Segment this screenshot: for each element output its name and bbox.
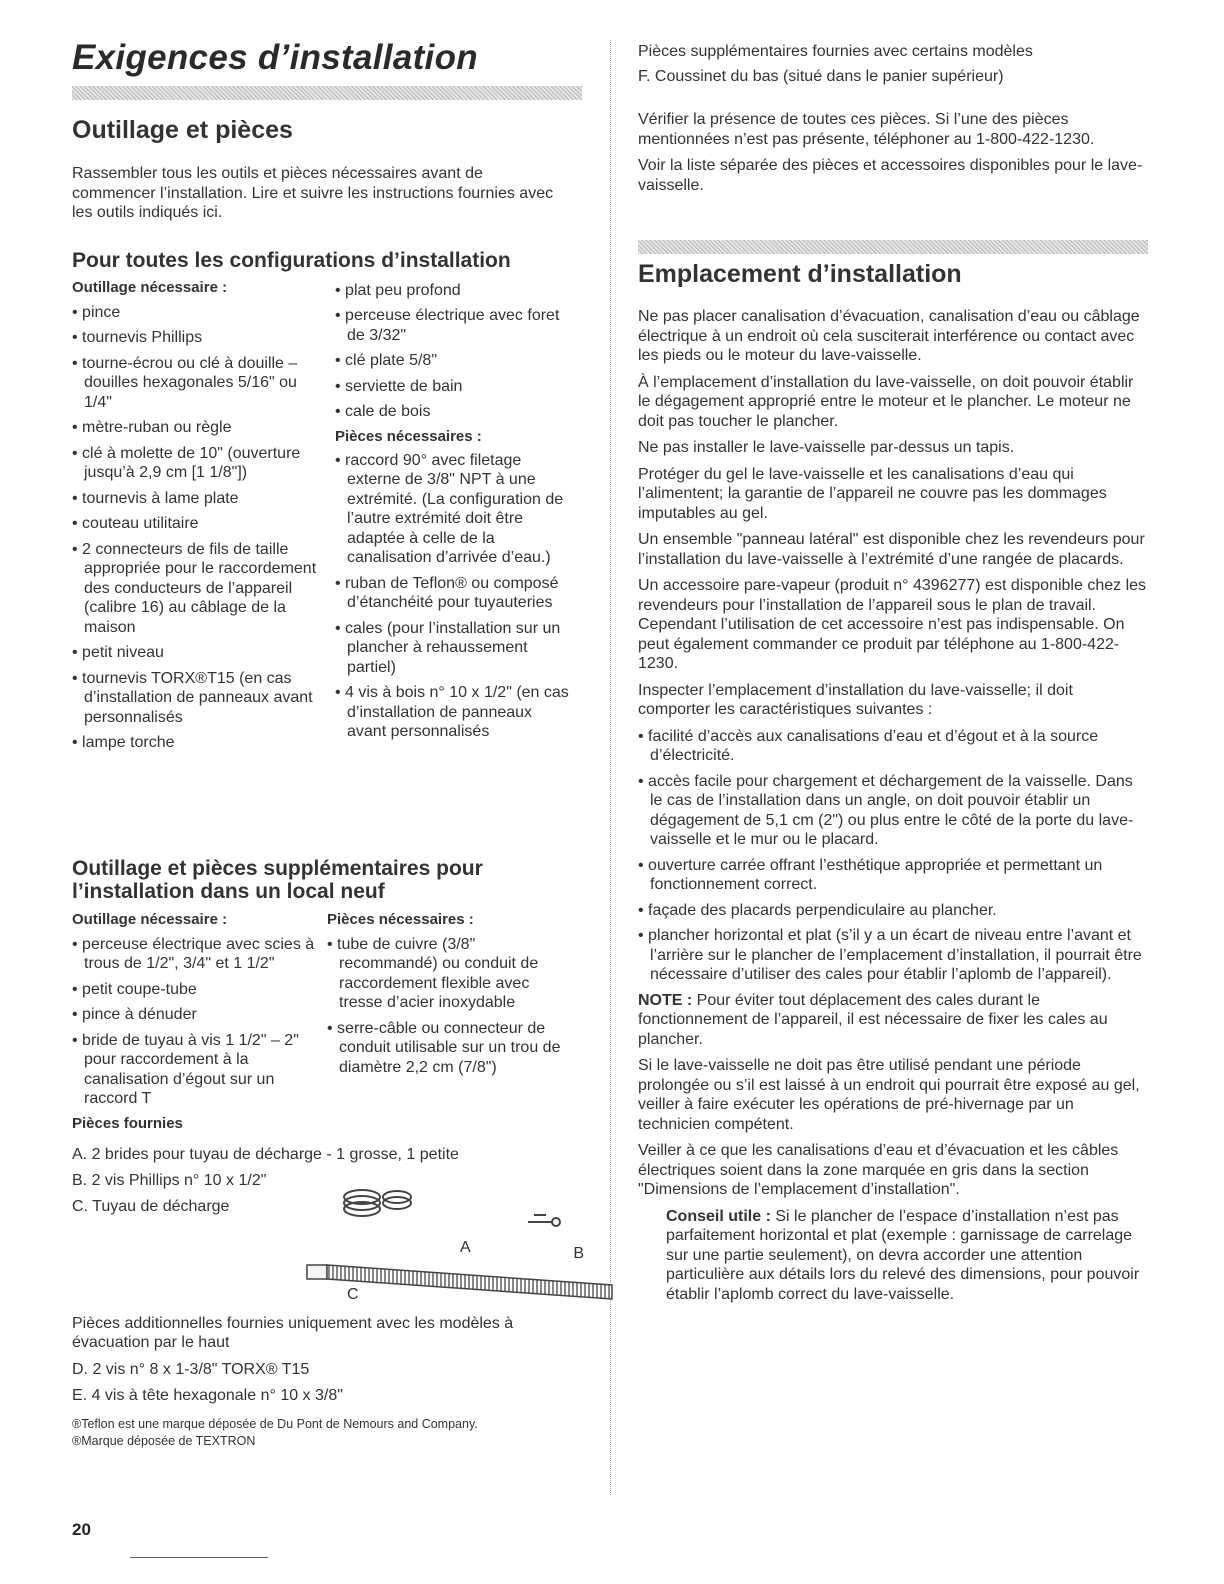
footnote-teflon: ®Teflon est une marque déposée de Du Pont de Nemours and Company. <box>72 1416 478 1431</box>
list-item: • tournevis à lame plate <box>72 489 317 509</box>
list-item: • clé plate 5/8" <box>335 351 575 371</box>
list-item: • petit coupe-tube <box>72 980 317 1000</box>
subsection-title-new-install: Outillage et pièces supplémentaires pour l’installation dans un local neuf <box>72 856 483 903</box>
list-item: • clé à molette de 10" (ouverture jusqu’à 2,9 cm [1 1/8"]) <box>72 444 317 483</box>
parts-label: Pièces nécessaires : <box>335 427 482 445</box>
new-tools-label: Outillage nécessaire : <box>72 910 228 928</box>
supplied-parts-illustration <box>212 1177 582 1302</box>
all-config-lists <box>72 279 592 839</box>
list-item: • bride de tuyau à vis 1 1/2" – 2" pour raccordement à la canalisation d’égout sur un raccord T <box>72 1031 317 1109</box>
list-item: • façade des placards perpendiculaire au plancher. <box>638 901 1148 921</box>
list-item: • 2 connecteurs de fils de taille appropriée pour le raccordement des conducteurs de l’appareil (calibre 16) au câblage de la maison <box>72 540 317 638</box>
list-item: • tube de cuivre (3/8" recommandé) ou conduit de raccordement flexible avec tresse d’acier inoxydable <box>327 935 572 1013</box>
location-paragraph: Ne pas installer le lave-vaisselle par-dessus un tapis. <box>638 439 1015 456</box>
section-title-outillage: Outillage et pièces <box>72 116 293 144</box>
list-item: • tourne-écrou ou clé à douille – douilles hexagonales 5/16" ou 1/4" <box>72 354 317 413</box>
tools-column <box>72 279 317 759</box>
left-column <box>72 38 592 1450</box>
list-item: • perceuse électrique avec scies à trous de 1/2", 3/4" et 1 1/2" <box>72 935 317 974</box>
tip-label: Conseil utile : <box>666 1207 771 1225</box>
screws-figure <box>528 1215 560 1226</box>
list-item: • cales (pour l’installation sur un plancher à rehaussement partiel) <box>335 619 575 678</box>
list-item: • pince <box>72 303 317 323</box>
list-item: • pince à dénuder <box>72 1005 317 1025</box>
list-item: • accès facile pour chargement et déchargement de la vaisselle. Dans le cas de l’installation dans un angle, on doit pouvoir établir un dégagement de 5,1 cm (2") ou plus entre le côté de la porte du lave-vaisselle et le mur ou le placard. <box>638 772 1148 850</box>
new-parts-list <box>327 935 572 1078</box>
footnote-textron: ®Marque déposée de TEXTRON <box>72 1433 256 1448</box>
list-item: • plat peu profond <box>335 281 575 301</box>
supplied-section <box>72 1139 592 1304</box>
list-item: • perceuse électrique avec foret de 3/32" <box>335 306 575 345</box>
list-item: • ouverture carrée offrant l’esthétique appropriée et permettant un fonctionnement correct. <box>638 856 1148 895</box>
note-text: Pour éviter tout déplacement des cales durant le fonctionnement de l’appareil, il est nécessaire de fixer les cales au plancher. <box>638 991 1108 1048</box>
list-item: • tournevis Phillips <box>72 328 317 348</box>
hose-clamps-figure <box>344 1190 411 1216</box>
new-tools-column <box>72 911 317 1132</box>
column-divider <box>610 40 611 1495</box>
list-item: • plancher horizontal et plat (s’il y a un écart de niveau entre l’avant et l’arrière sur le plancher de l’emplacement d’installation, il pourrait être nécessaire d’utiliser des cales pour établir l’aplomb de l’appareil). <box>638 926 1148 985</box>
separate-list-text: Voir la liste séparée des pièces et accessoires disponibles pour le lave-vaisselle. <box>638 157 1143 194</box>
section-title-emplacement: Emplacement d’installation <box>638 260 962 288</box>
list-item: • serre-câble ou connecteur de conduit utilisable sur un trou de diamètre 2,2 cm (7/8") <box>327 1019 572 1078</box>
list-item: • couteau utilitaire <box>72 514 317 534</box>
list-item: • mètre-ruban ou règle <box>72 418 317 438</box>
list-item: • facilité d’accès aux canalisations d’eau et d’égout et à la source d’électricité. <box>638 727 1148 766</box>
new-parts-column <box>327 911 572 1084</box>
list-item: • cale de bois <box>335 402 575 422</box>
tools-list <box>72 303 317 753</box>
new-tools-list <box>72 935 317 1109</box>
bottom-rule <box>130 1557 268 1558</box>
tip-text: Si le plancher de l’espace d’installation n’est pas parfaitement horizontal et plat (exemple : garnissage de carrelage sur une partie seulement), on devra accorder une attention particulière aux détails lors du relevé des dimensions, pour pouvoir établir l’aplomb correct du lave-vaisselle. <box>666 1207 1140 1303</box>
tools-label: Outillage nécessaire : <box>72 278 228 296</box>
supplied-item-c: C. Tuyau de décharge <box>72 1197 230 1215</box>
list-item: • serviette de bain <box>335 377 575 397</box>
supplied-label: Pièces fournies <box>72 1114 183 1132</box>
tip-paragraph <box>638 1207 1148 1305</box>
location-paragraph: Un ensemble "panneau latéral" est disponible chez les revendeurs pour l’installation du lave-vaisselle à l’extrémité d’une rangée de placards. <box>638 531 1145 568</box>
new-parts-label: Pièces nécessaires : <box>327 910 474 928</box>
location-paragraph: À l’emplacement d’installation du lave-vaisselle, on doit pouvoir établir le dégagement approprié entre le moteur et le plancher. Le moteur ne doit pas toucher le plancher. <box>638 373 1134 430</box>
winterize-paragraph: Si le lave-vaisselle ne doit pas être utilisé pendant une période prolongée ou s’il est laissé à un endroit qui pourrait être exposé au gel, veiller à faire exécuter les opérations de pré-hivernage par un technicien compétent. <box>638 1057 1140 1133</box>
location-paragraph: Protéger du gel le lave-vaisselle et les canalisations d’eau qui l’alimentent; la garantie de l’appareil ne couvre pas les dommages imputables au gel. <box>638 465 1107 522</box>
right-column <box>638 42 1148 1304</box>
supplied-item-b: B. 2 vis Phillips n° 10 x 1/2" <box>72 1171 267 1189</box>
location-text <box>638 307 1148 1304</box>
additional-item-e: E. 4 vis à tête hexagonale n° 10 x 3/8" <box>72 1387 343 1404</box>
list-item: • petit niveau <box>72 643 317 663</box>
location-paragraph: Ne pas placer canalisation d’évacuation, canalisation d’eau ou câblage électrique à un endroit où cela susciterait interférence ou contact avec les pieds ou le moteur du lave-vaisselle. <box>638 308 1140 364</box>
additional-item-d: D. 2 vis n° 8 x 1-3/8" TORX® T15 <box>72 1360 310 1378</box>
some-models-label: Pièces supplémentaires fournies avec certains modèles <box>638 43 1033 60</box>
figure-label-a: A <box>460 1238 471 1256</box>
zone-paragraph: Veiller à ce que les canalisations d’eau et d’évacuation et les câbles électriques soient dans la zone marquée en gris dans la section "Dimensions de l’emplacement d’installation". <box>638 1142 1119 1198</box>
subsection-title-all-config: Pour toutes les configurations d’installation <box>72 248 511 272</box>
list-item: • raccord 90° avec filetage externe de 3/8" NPT à une extrémité. (La configuration de l’autre extrémité doit être adaptée à celle de la canalisation d’arrivée d’eau.) <box>335 451 575 568</box>
parts-list <box>335 451 575 742</box>
list-item: • lampe torche <box>72 733 317 753</box>
hatch-bar <box>72 86 582 100</box>
figure-label-c: C <box>347 1285 359 1303</box>
figure-label-b: B <box>573 1244 584 1262</box>
tools-list-continued <box>335 281 575 422</box>
supplied-item-a: A. 2 brides pour tuyau de décharge - 1 grosse, 1 petite <box>72 1145 459 1163</box>
note-label: NOTE : <box>638 991 693 1009</box>
some-models-item-f: F. Coussinet du bas (situé dans le panier supérieur) <box>638 67 1004 85</box>
location-paragraph: Un accessoire pare-vapeur (produit n° 4396277) est disponible chez les revendeurs pour l’installation de l’appareil sous le plan de travail. Cependant l’utilisation de cet accessoire n’est pas indispensable. On peut également commander ce produit par téléphone au 1-800-422-1230. <box>638 577 1147 672</box>
section-intro: Rassembler tous les outils et pièces nécessaires avant de commencer l’installation. Lire et suivre les instructions fournies avec les outils indiqués ici. <box>72 165 554 221</box>
list-item: • ruban de Teflon® ou composé d’étanchéité pour tuyauteries <box>335 574 575 613</box>
location-requirements-list <box>638 727 1148 985</box>
hatch-bar <box>638 240 1148 254</box>
note-paragraph <box>638 991 1148 1050</box>
additional-parts-intro: Pièces additionnelles fournies uniquement avec les modèles à évacuation par le haut <box>72 1314 514 1351</box>
new-install-lists <box>72 911 592 1139</box>
list-item: • tournevis TORX®T15 (en cas d’installation de panneaux avant personnalisés <box>72 669 317 728</box>
page-number: 20 <box>72 1520 91 1539</box>
page-title: Exigences d’installation <box>72 38 478 77</box>
parts-column <box>335 281 575 748</box>
location-paragraph: Inspecter l’emplacement d’installation du lave-vaisselle; il doit comporter les caractéristiques suivantes : <box>638 681 1073 718</box>
check-parts-text: Vérifier la présence de toutes ces pièces. Si l’une des pièces mentionnées n’est pas présente, téléphoner au 1-800-422-1230. <box>638 111 1095 148</box>
list-item: • 4 vis à bois n° 10 x 1/2" (en cas d’installation de panneaux avant personnalisés <box>335 683 575 742</box>
